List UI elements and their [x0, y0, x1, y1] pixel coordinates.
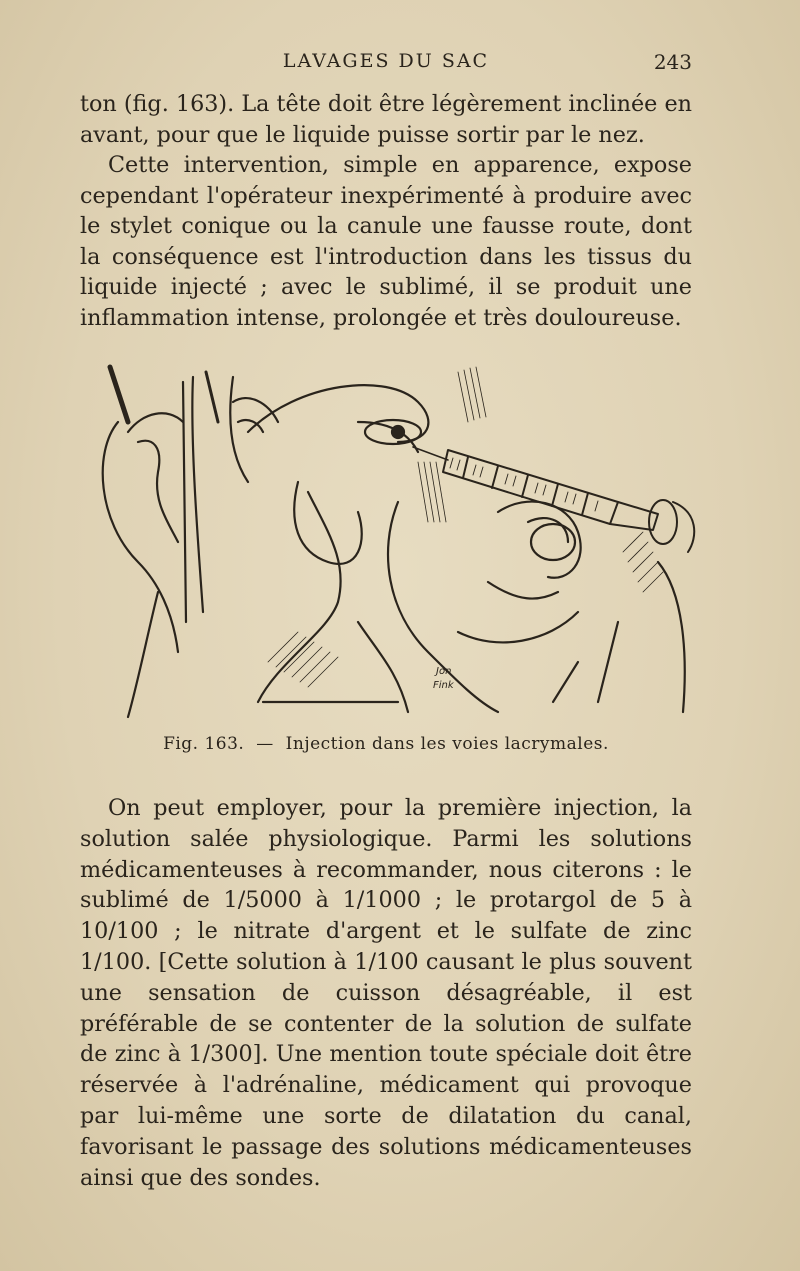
running-head: [80, 50, 692, 80]
figure-label: Fig. 163.: [163, 734, 245, 754]
paragraph-continuation: ton (fig. 163). La tête doit être légèrement inclinée en avant, pour que le liquide puisse sortir par le nez.: [80, 91, 692, 148]
artist-signature: Jon: [436, 666, 452, 677]
caption-text: Injection dans les voies lacrymales.: [285, 734, 609, 754]
paragraph-solutions: On peut employer, pour la première injection, la solution salée physiologique. Parmi les solutions médicamenteuses à recommander, nous citerons : le sublimé de 1/5000 à 1/1000 ; le protargol de 5 à 10/100 ; le nitrate d'argent et le sulfate de zinc 1/100. [Cette solution à 1/100 causant le plus souvent une sensation de cuisson désagréable, il est préférable de se contenter de la solution de sulfate de zinc à 1/300]. Une mention toute spéciale doit être réservée à l'adrénaline, médicament qui provoque par lui-même une sorte de dilatation du canal, favorisant le passage des solutions médicamenteuses ainsi que des sondes.: [80, 795, 692, 1191]
svg-text:Fink: Fink: [433, 680, 454, 691]
caption-dash: —: [256, 734, 274, 754]
paragraph-intervention: Cette intervention, simple en apparence, expose cependant l'opérateur inexpérimenté à produire avec le stylet conique ou la canule une fausse route, dont la conséquence est l'introduction dans les tissus du liquide injecté ; avec le sublimé, il se produit une inflammation intense, prolongée et très douloureuse.: [80, 152, 692, 331]
running-title: LAVAGES DU SAC: [282, 50, 490, 72]
figure-injection-illustration: [98, 362, 696, 720]
figure-caption: [80, 734, 692, 754]
page-number: 243: [653, 50, 692, 74]
engraving-injection-lacrymal: [98, 362, 696, 720]
